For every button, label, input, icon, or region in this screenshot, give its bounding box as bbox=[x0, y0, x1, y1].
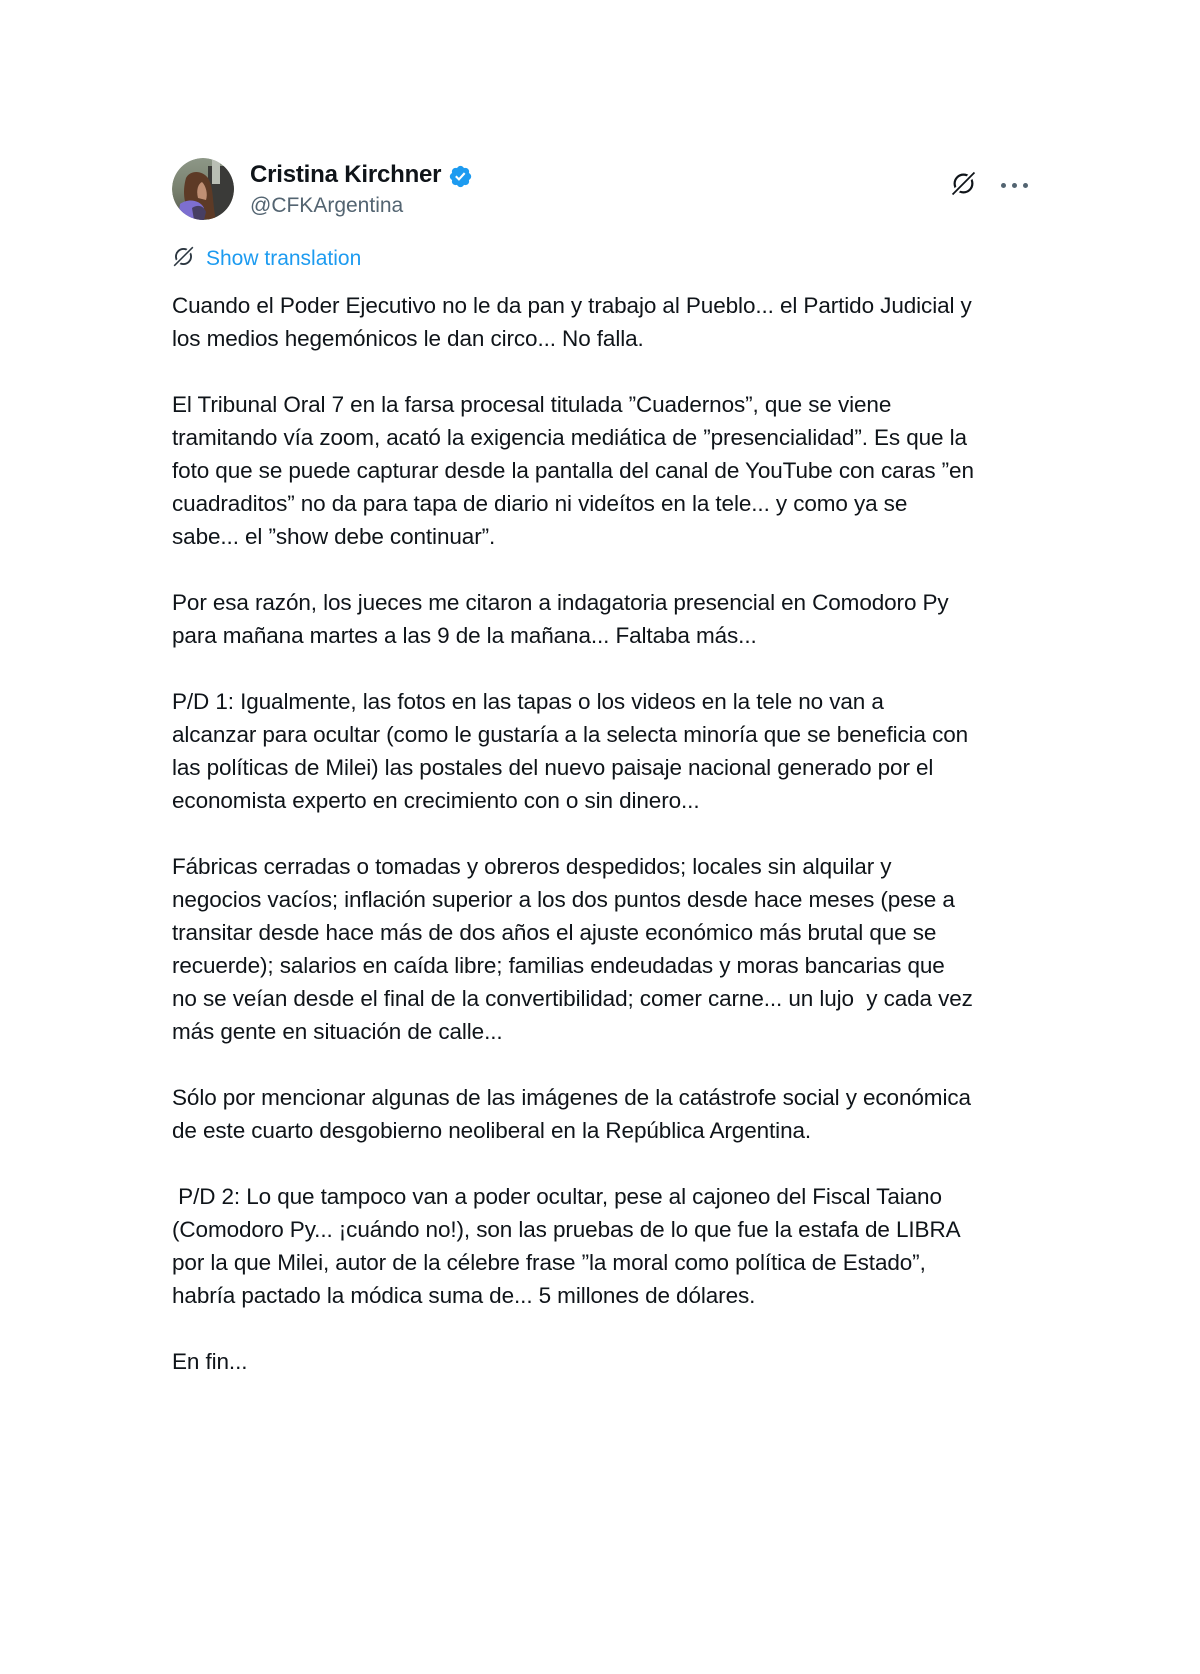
tweet-paragraph: En fin... bbox=[172, 1349, 248, 1374]
author-block bbox=[250, 158, 473, 218]
show-translation-button[interactable] bbox=[172, 245, 361, 273]
tweet-paragraph: P/D 2: Lo que tampoco van a poder ocultar, pese al cajoneo del Fiscal Taiano (Comodoro Py... ¡cuándo no!), son las pruebas de lo que fue la estafa de LIBRA por la que Milei, autor de la célebre frase ”la moral como política de Estado”, habría pactado la módica suma de... 5 millones de dólares. bbox=[172, 1184, 966, 1308]
tweet-paragraph: Cuando el Poder Ejecutivo no le da pan y trabajo al Pueblo... el Partido Judicial y los medios hegemónicos le dan circo... No falla. bbox=[172, 293, 978, 351]
grok-icon bbox=[950, 170, 977, 200]
grok-translate-icon bbox=[172, 245, 195, 273]
avatar[interactable] bbox=[172, 158, 234, 220]
tweet-paragraph: Sólo por mencionar algunas de las imágenes de la catástrofe social y económica de este cuarto desgobierno neoliberal en la República Argentina. bbox=[172, 1085, 978, 1143]
tweet-paragraph: Fábricas cerradas o tomadas y obreros despedidos; locales sin alquilar y negocios vacíos; inflación superior a los dos puntos desde hace meses (pese a transitar desde hace más de dos años el ajuste económico más brutal que se recuerde); salarios en caída libre; familias endeudadas y moras bancarias que no se veían desde el final de la convertibilidad; comer carne... un lujo y cada vez más gente en situación de calle... bbox=[172, 854, 979, 1044]
show-translation-label: Show translation bbox=[206, 247, 362, 270]
header-actions bbox=[950, 158, 1028, 200]
display-name[interactable]: Cristina Kirchner bbox=[250, 161, 442, 188]
author-handle[interactable]: @CFKArgentina bbox=[250, 194, 404, 217]
tweet bbox=[172, 158, 1028, 1378]
avatar-image bbox=[172, 158, 234, 220]
more-button[interactable] bbox=[1001, 183, 1028, 188]
grok-button[interactable] bbox=[950, 170, 977, 200]
three-dots-icon bbox=[1001, 183, 1028, 188]
tweet-text bbox=[172, 289, 981, 1378]
tweet-paragraph: Por esa razón, los jueces me citaron a indagatoria presencial en Comodoro Py para mañana martes a las 9 de la mañana... Faltaba más... bbox=[172, 590, 955, 648]
tweet-header bbox=[172, 158, 1028, 220]
verified-badge-icon bbox=[448, 164, 473, 189]
tweet-paragraph: P/D 1: Igualmente, las fotos en las tapas o los videos en la tele no van a alcanzar para ocultar (como le gustaría a la selecta minoría que se beneficia con las políticas de Milei) las postales del nuevo paisaje nacional generado por el economista experto en crecimiento con o sin dinero... bbox=[172, 689, 975, 813]
tweet-paragraph: El Tribunal Oral 7 en la farsa procesal titulada ”Cuadernos”, que se viene tramitando vía zoom, acató la exigencia mediática de ”presencialidad”. Es que la foto que se puede capturar desde la pantalla del canal de YouTube con caras ”en cuadraditos” no da para tapa de diario ni videítos en la tele... y como ya se sabe... el ”show debe continuar”. bbox=[172, 392, 981, 549]
